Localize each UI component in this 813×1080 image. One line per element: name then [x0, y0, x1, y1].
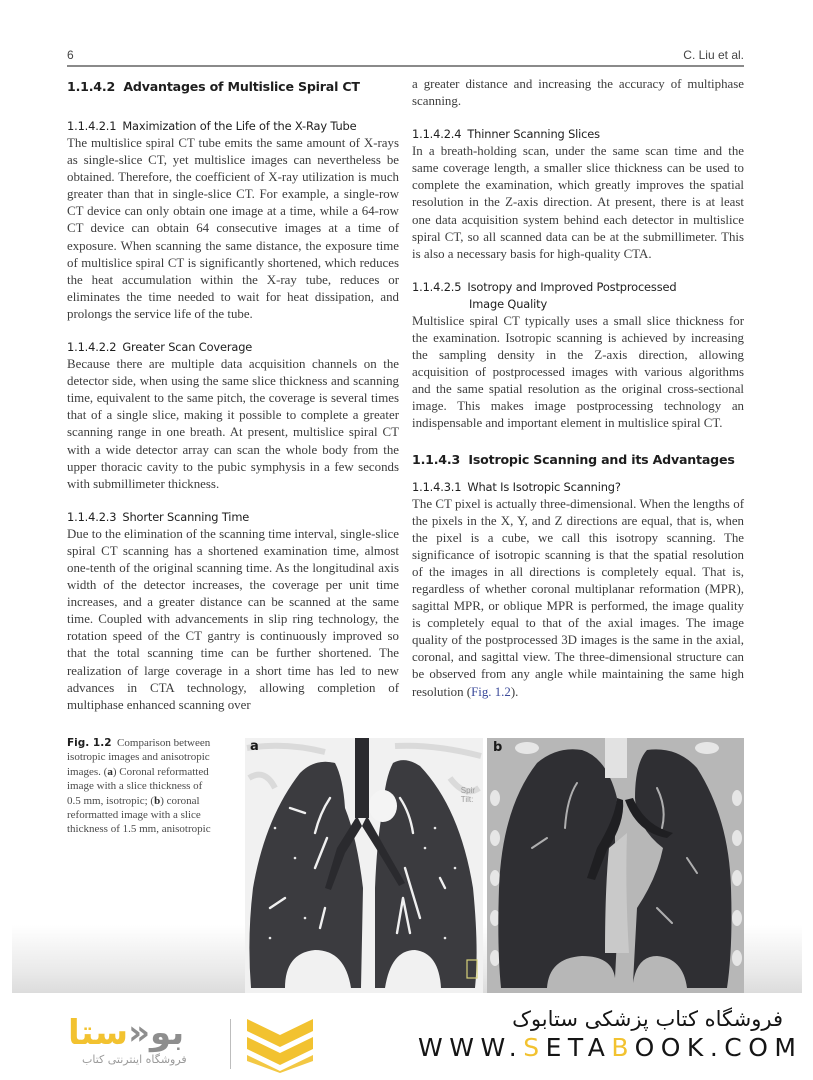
- header-rule: [67, 65, 744, 67]
- paragraph-scan-coverage: Because there are multiple data acquisition channels on the detector side, when using the same slice thickness and scanning time, equivalent to the same pitch, the coverage is several times that of a single slice, making it possible to complete a greater scanning range in one breath. At present, multislice spiral CT with a wide detector array can scan the whole body from the upper thoracic cavity to the pubic symphysis in a few seconds with submillimeter thickness.: [67, 357, 399, 491]
- paragraph-xray-tube: The multislice spiral CT tube emits the same amount of X-rays as single-slice CT, yet multislice images can nevertheless be obtained. Therefore, the coefficient of X-ray utilization is much greater than that in single-slice CT. For example, a single-row CT device can only obtain one image at a time, while a 64-row CT device can obtain 64 consecutive images at a time of exposure. When scanning the same distance, the exposure time of multislice spiral CT is significantly shortened, which reduces the heat accumulation within the X-ray tube, reduces or eliminates the time needed to wait for heat dissipation, and prolongs the service life of the tube.: [67, 136, 399, 321]
- subsection-heading-1-1-4-2-1: 1.1.4.2.1 Maximization of the Life of the X-Ray Tube: [67, 119, 357, 133]
- figure-panel-b-anisotropic-ct: [487, 738, 744, 993]
- figure-label: Fig. 1.2: [67, 737, 112, 749]
- figure-reference-link[interactable]: Fig. 1.2: [471, 684, 511, 699]
- paragraph-isotropy: Multislice spiral CT typically uses a small slice thickness for the examination. Isotropic scanning is achieved by increasing the sampling density in the Z-axis direction, allowing acquisition of postprocessed images with various algorithms and the same spatial resolution as the original cross-sectional image. This makes image postprocessing technology an indispensable and important element in multislice spiral CT.: [412, 313, 744, 431]
- figure-caption: Fig. 1.2 Comparison between isotropic images and anisotropic images. (a) Coronal reformatted image with a slice thickness of 0.5 mm, isotropic; (b) coronal reformatted image with a slice thickness of 1.5 mm, anisotropic: [67, 737, 211, 836]
- logo-divider: [230, 1019, 231, 1069]
- subsection-heading-1-1-4-2-4: 1.1.4.2.4 Thinner Scanning Slices: [412, 127, 600, 142]
- store-info: [418, 1007, 803, 1077]
- store-banner: [0, 995, 813, 1080]
- paragraph-isotropic-scanning: The CT pixel is actually three-dimensional. When the lengths of the pixels in the X, Y, and Z directions are equal, that is, when the pixel is a cube, we call this isotropy scanning. The significance of isotropic scanning is that the spatial resolution of the images in all directions is completely equal. That is, regardless of whether coronal multiplanar reformation (MPR), sagittal MPR, or oblique MPR is performed, the image quality is completely equal to that of the axial images. The image quality of the postprocessed 3D images is the same in the axial, coronal, and sagittal view. The three-dimensional structure can be observed from any angle while maintaining the same high resolution (Fig. 1.2).: [412, 496, 744, 699]
- panel-b-label: b: [493, 740, 503, 755]
- paragraph-scanning-time: Due to the elimination of the scanning time interval, single-slice spiral CT scanning has a shortened examination time, almost one-tenth of the original scanning time. As the longitudinal axis width of the detector increases, the coverage per unit time increases, and a greater distance can be scanned at the same time. Coupled with advancements in slip ring technology, the rotation speed of the CT gantry is continuously improved so that the total scanning time can be further shortened. The realization of large coverage in a short time has led to new advances in CTA technology, allowing completion of multiphase enhanced scanning over: [67, 526, 399, 712]
- scanner-overlay-text: Spir Tilt:: [460, 786, 475, 804]
- subsection-heading-1-1-4-2-3: 1.1.4.2.3 Shorter Scanning Time: [67, 509, 250, 524]
- lung-ct-image-b: [487, 738, 744, 993]
- section-heading-1-1-4-2: 1.1.4.2 Advantages of Multislice Spiral CT: [67, 79, 360, 94]
- page-number: 6: [67, 48, 74, 62]
- store-url-link[interactable]: WWW.SETABOOK.COM: [418, 1033, 803, 1062]
- chevron-logo-icon: [245, 1015, 315, 1073]
- left-column: [67, 76, 399, 714]
- running-head-authors: C. Liu et al.: [683, 48, 744, 62]
- figure-panel-a-isotropic-ct: [245, 738, 483, 993]
- subsection-heading-1-1-4-2-5: 1.1.4.2.5 Isotropy and Improved Postprocessed Image Quality: [412, 279, 677, 311]
- logo-wordmark: بو«ستا: [68, 1013, 185, 1053]
- running-head: [67, 44, 744, 66]
- subsection-heading-1-1-4-3-1: 1.1.4.3.1 What Is Isotropic Scanning?: [412, 479, 621, 494]
- paragraph-continuation: a greater distance and increasing the accuracy of multiphase scanning.: [412, 77, 744, 109]
- right-column: [412, 76, 744, 701]
- setabook-logo[interactable]: [40, 1013, 320, 1073]
- lung-ct-image-a: [245, 738, 483, 993]
- subsection-heading-1-1-4-2-2: 1.1.4.2.2 Greater Scan Coverage: [67, 340, 253, 355]
- panel-a-label: a: [250, 739, 259, 754]
- store-name-persian: فروشگاه کتاب پزشکی ستابوک: [512, 1007, 783, 1031]
- section-heading-1-1-4-3: 1.1.4.3 Isotropic Scanning and its Advantages: [412, 451, 735, 467]
- paragraph-thinner-slices: In a breath-holding scan, under the same scan time and the same coverage length, a smaller slice thickness can be used to complete the examination, which greatly improves the spatial resolution in the Z-axis direction. At present, there is at least one data acquisition system behind each detector in multislice spiral CT, so all scanned data can be at the submillimeter. This is also a necessary basis for high-quality CTA.: [412, 144, 744, 261]
- logo-tagline: فروشگاه اینترنتی کتاب: [82, 1053, 187, 1066]
